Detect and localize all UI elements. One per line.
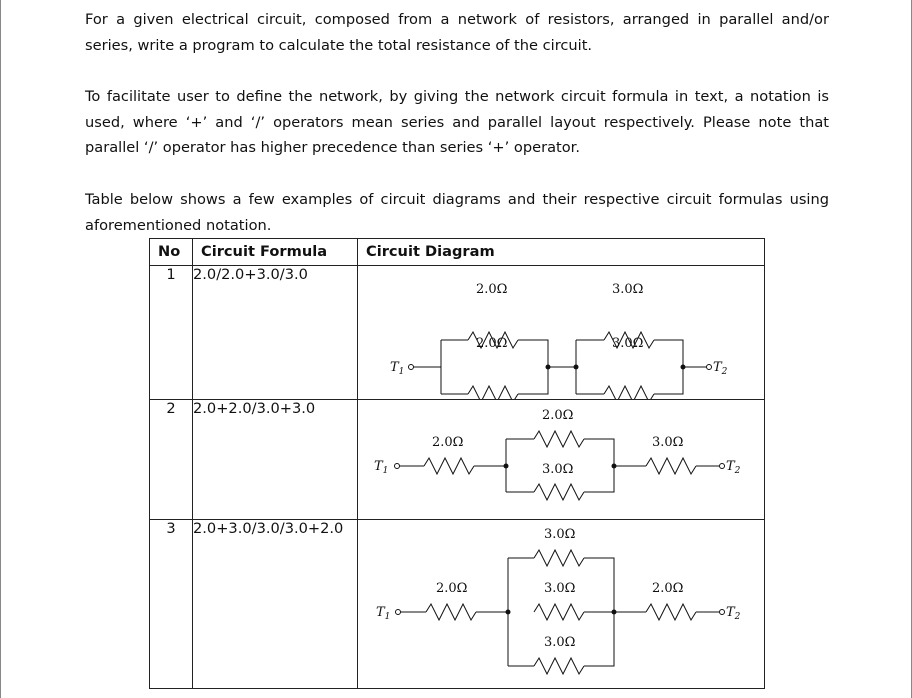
wire	[654, 340, 706, 394]
circuit-diagram-3	[358, 520, 764, 688]
terminal-t1	[395, 464, 400, 469]
table-intro-paragraph: Table below shows a few examples of circuit diagrams and their respective circuit formulas using aforementioned notation.	[85, 191, 829, 234]
circuit-formula: 2.0+2.0/3.0+3.0	[193, 400, 358, 520]
terminal-t1	[396, 610, 401, 615]
resistor-label: 3.0Ω	[544, 581, 576, 596]
terminal-t2-label: $T_2$	[713, 360, 728, 377]
terminal-t1-label: $T_1$	[376, 605, 391, 622]
resistor-symbol	[534, 550, 584, 566]
resistor-symbol	[604, 386, 654, 399]
resistor-symbol	[468, 386, 518, 399]
resistor-symbol	[534, 604, 584, 620]
notation-paragraph: To facilitate user to define the network, by giving the network circuit formula in text, a notation is used, where ‘+’ and ‘/’ operators mean series and parallel layout respectively. Please note that parallel ‘/’ operator has higher precedence than series ‘+’ operator.	[85, 88, 829, 156]
resistor-label: 3.0Ω	[612, 282, 644, 297]
terminal-t2	[707, 365, 712, 370]
terminal-t2-label: $T_2$	[726, 605, 741, 622]
terminal-t2	[720, 610, 725, 615]
header-circuit-diagram: Circuit Diagram	[358, 239, 765, 266]
resistor-label: 2.0Ω	[436, 581, 468, 596]
resistor-symbol	[424, 458, 474, 474]
resistor-label: 3.0Ω	[544, 527, 576, 542]
wire	[518, 340, 604, 394]
wire	[476, 558, 534, 666]
wire	[414, 340, 469, 394]
resistor-label: 3.0Ω	[544, 635, 576, 650]
resistor-label: 2.0Ω	[542, 408, 574, 423]
junction-dot	[504, 464, 509, 469]
circuit-diagram-cell	[358, 520, 765, 689]
resistor-label: 2.0Ω	[476, 282, 508, 297]
table-row	[150, 400, 765, 520]
resistor-symbol	[646, 458, 696, 474]
circuit-diagram-2	[358, 400, 764, 519]
terminal-t1-label: $T_1$	[374, 459, 389, 476]
junction-dot	[506, 610, 511, 615]
junction-dot	[546, 365, 551, 370]
junction-dot	[681, 365, 686, 370]
circuit-diagram-1	[358, 266, 764, 399]
resistor-label: 2.0Ω	[652, 581, 684, 596]
circuit-diagram-cell	[358, 266, 765, 400]
page-left-border	[0, 0, 1, 698]
junction-dot	[612, 610, 617, 615]
junction-dot	[574, 365, 579, 370]
circuit-formula: 2.0/2.0+3.0/3.0	[193, 266, 358, 400]
row-number: 3	[150, 520, 193, 689]
terminal-t1-label: $T_1$	[390, 360, 405, 377]
header-circuit-formula: Circuit Formula	[193, 239, 358, 266]
resistor-symbol	[534, 484, 584, 500]
circuit-formula: 2.0+3.0/3.0/3.0+2.0	[193, 520, 358, 689]
circuit-diagram-cell	[358, 400, 765, 520]
circuit-examples-table	[149, 238, 765, 689]
resistor-label: 3.0Ω	[652, 435, 684, 450]
row-number: 2	[150, 400, 193, 520]
intro-paragraph: For a given electrical circuit, composed from a network of resistors, arranged in parallel and/or series, write a program to calculate the total resistance of the circuit.	[85, 11, 829, 54]
junction-dot	[612, 464, 617, 469]
terminal-t1	[409, 365, 414, 370]
resistor-symbol	[534, 658, 584, 674]
table-header-row	[150, 239, 765, 266]
resistor-symbol	[646, 604, 696, 620]
header-no: No	[150, 239, 193, 266]
resistor-symbol	[534, 431, 584, 447]
resistor-label: 2.0Ω	[432, 435, 464, 450]
terminal-t2	[720, 464, 725, 469]
row-number: 1	[150, 266, 193, 400]
resistor-label: 3.0Ω	[542, 462, 574, 477]
table-row	[150, 266, 765, 400]
resistor-symbol	[426, 604, 476, 620]
resistor-label: 2.0Ω	[476, 336, 508, 351]
table-row	[150, 520, 765, 689]
terminal-t2-label: $T_2$	[726, 459, 741, 476]
resistor-label: 3.0Ω	[612, 336, 644, 351]
